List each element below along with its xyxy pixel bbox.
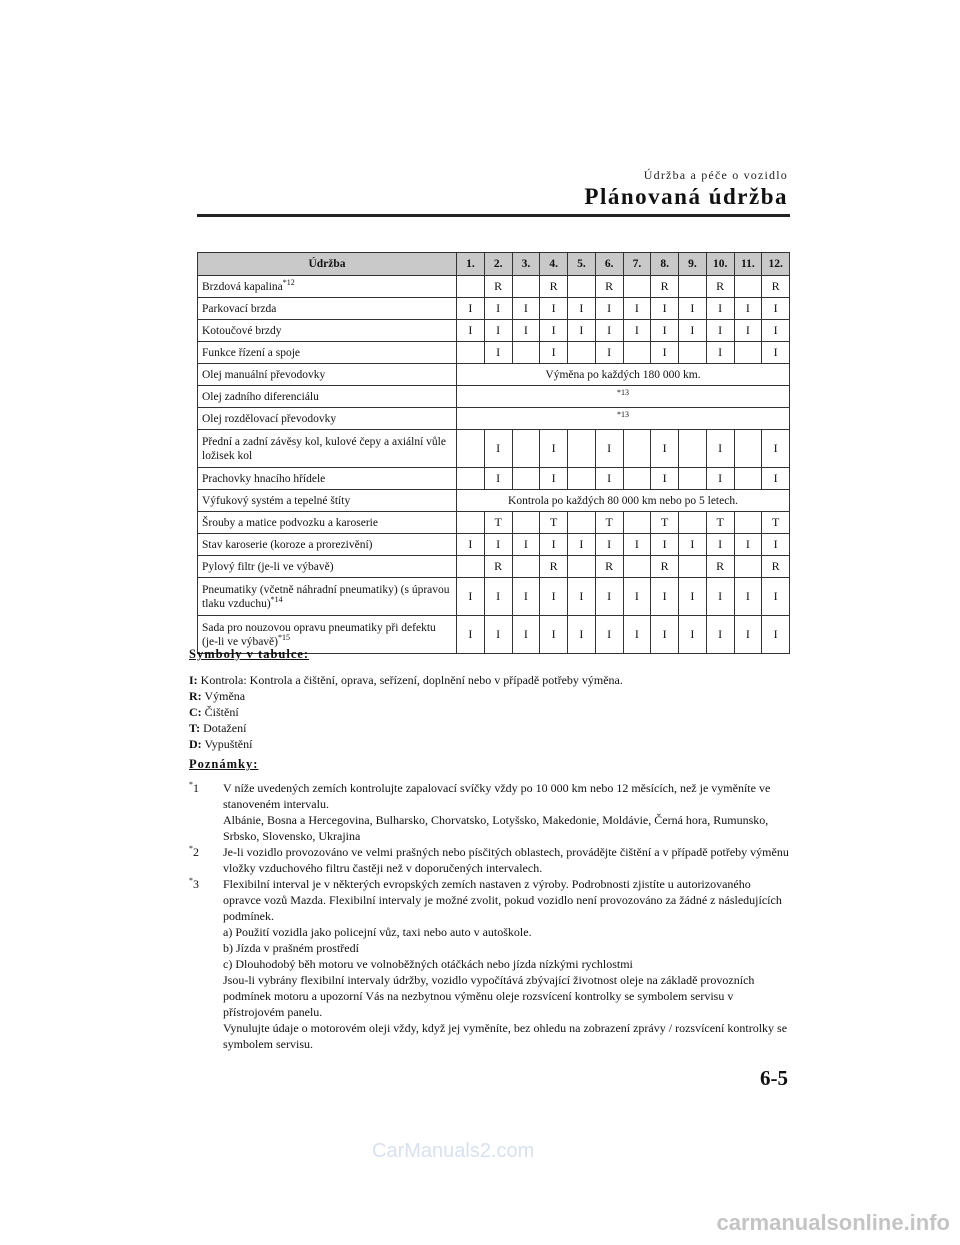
table-cell-symbol: T [706,512,734,534]
table-cell-symbol: I [595,578,623,616]
table-row-item [198,468,457,490]
table-cell-symbol [623,276,651,298]
table-cell-symbol: I [706,298,734,320]
legend-text: Dotažení [203,721,247,735]
note-line: Flexibilní interval je v některých evropských zemích nastaven z výroby. Podrobnosti zjistíte u autorizovaného opravce vozů Mazda. Flexibilní intervaly je možné zvolit, pokud vozidlo není provozováno za žádné z následujících podmínek. [223,877,782,923]
table-cell-symbol: I [706,320,734,342]
table-header-interval: 8. [651,253,679,276]
table-cell-symbol: I [734,534,762,556]
table-header-interval: 4. [540,253,568,276]
table-cell-symbol: I [734,298,762,320]
table-cell-symbol: I [484,468,512,490]
table-cell-symbol: I [762,468,790,490]
table-cell-symbol: I [568,534,596,556]
table-cell-symbol: R [595,276,623,298]
note-line: Vynulujte údaje o motorovém oleji vždy, když jej vyměníte, bez ohledu na zobrazení zprávy / rozsvícení kontrolky se symbolem servisu. [223,1021,788,1051]
table-row-item [198,408,457,430]
table-header-interval: 11. [734,253,762,276]
table-row [198,578,790,616]
table-cell-symbol: I [540,578,568,616]
table-cell-symbol: I [762,578,790,616]
table-cell-symbol: I [512,578,540,616]
table-cell-symbol [679,512,707,534]
legend-key: C: [189,705,202,719]
table-cell-span: Kontrola po každých 80 000 km nebo po 5 letech. [457,490,790,512]
table-row-item [198,386,457,408]
watermark: CarManuals2.com [372,1140,535,1162]
table-cell-symbol: I [679,534,707,556]
table-cell-symbol: I [762,534,790,556]
symbols-legend [189,672,623,752]
table-cell-symbol: I [623,298,651,320]
item-label: Funkce řízení a spoje [202,346,301,359]
table-cell-symbol [734,430,762,468]
table-cell-symbol [568,342,596,364]
table-header-interval: 1. [457,253,485,276]
item-label: Pylový filtr (je-li ve výbavě) [202,560,334,573]
table-cell-symbol [568,468,596,490]
header-section-label: Údržba a péče o vozidlo [643,168,788,182]
table-cell-symbol [679,468,707,490]
table-cell-symbol: I [679,578,707,616]
table-row [198,408,790,430]
table-row-item [198,342,457,364]
table-cell-symbol: I [595,534,623,556]
table-cell-symbol [623,430,651,468]
legend-text: Vypuštění [204,737,253,751]
item-footnote-ref: *15 [278,632,290,642]
note-number [189,844,199,860]
table-row-item [198,578,457,616]
table-cell-symbol: I [484,342,512,364]
table-cell-symbol: I [651,616,679,654]
table-cell-symbol [568,556,596,578]
table-cell-symbol: R [651,276,679,298]
table-cell-symbol: I [457,534,485,556]
table-cell-symbol: I [595,298,623,320]
legend-key: I: [189,673,198,687]
table-row-item [198,276,457,298]
table-row [198,430,790,468]
table-cell-symbol: I [679,616,707,654]
table-cell-symbol: I [484,430,512,468]
table-row [198,386,790,408]
table-cell-symbol: I [679,320,707,342]
note-line: Albánie, Bosna a Hercegovina, Bulharsko, Chorvatsko, Lotyšsko, Makedonie, Moldávie, Černá hora, Rumunsko, Srbsko, Slovensko, Ukrajina [223,813,769,843]
table-cell-symbol: I [457,578,485,616]
table-cell-symbol: R [762,556,790,578]
table-cell-symbol: I [679,298,707,320]
table-cell-symbol: I [651,468,679,490]
table-cell-symbol: I [512,298,540,320]
table-cell-symbol: I [512,320,540,342]
item-label: Přední a zadní závěsy kol, kulové čepy a axiální vůle ložisek kol [202,435,446,462]
table-row-item [198,320,457,342]
table-cell-symbol [679,342,707,364]
table-cell-symbol: I [540,468,568,490]
item-label: Sada pro nouzovou opravu pneumatiky při defektu (je-li ve výbavě) [202,621,436,648]
notes-list [189,780,789,1052]
maintenance-table [197,252,790,654]
table-cell-symbol: I [484,320,512,342]
table-cell-symbol: I [762,616,790,654]
table-cell-symbol [457,342,485,364]
legend-text: Výměna [204,689,246,703]
note-digit: 1 [193,781,199,795]
table-cell-symbol [457,430,485,468]
item-label: Brzdová kapalina [202,280,283,293]
item-label: Prachovky hnacího hřídele [202,472,326,485]
table-cell-symbol: I [484,616,512,654]
table-cell-symbol [679,276,707,298]
table-cell-symbol: I [651,320,679,342]
table-cell-symbol [734,512,762,534]
footer-url: carmanualsonline.info [716,1210,950,1235]
table-header-item: Údržba [198,253,457,276]
table-cell-symbol: I [623,534,651,556]
table-cell-symbol [734,276,762,298]
table-cell-symbol: R [762,276,790,298]
table-cell-symbol [512,430,540,468]
table-cell-symbol: I [762,342,790,364]
item-footnote-ref: *12 [282,277,295,287]
note-digit: 2 [193,845,199,859]
note-line: a) Použití vozidla jako policejní vůz, taxi nebo auto v autoškole. [223,925,532,939]
table-cell-symbol [457,556,485,578]
table-cell-symbol: R [595,556,623,578]
item-label: Olej rozdělovací převodovky [202,412,337,425]
table-header-interval: 5. [568,253,596,276]
notes-heading: Poznámky: [189,757,259,771]
note-line: Jsou-li vybrány flexibilní intervaly údržby, vozidlo vypočítává zbývající životnost oleje na základě provozních podmínek motoru a upozorní Vás na nezbytnou výměnu oleje rozsvícení kontrolky se symbolem servisu v přístrojovém panelu. [223,973,755,1019]
note-line: V níže uvedených zemích kontrolujte zapalovací svíčky vždy po 10 000 km nebo 12 měsících, než je vyměníte ve stanoveném intervalu. [223,781,771,811]
table-cell-symbol [512,342,540,364]
table-cell-symbol: I [595,320,623,342]
table-header-interval: 3. [512,253,540,276]
table-row [198,342,790,364]
legend-item [189,672,623,688]
table-cell-symbol [623,468,651,490]
legend-item [189,736,623,752]
table-cell-symbol: R [540,556,568,578]
table-header-interval: 9. [679,253,707,276]
legend-key: D: [189,737,202,751]
table-cell-symbol: I [651,430,679,468]
item-label: Kotoučové brzdy [202,324,282,337]
table-cell-symbol [568,512,596,534]
table-row-item [198,490,457,512]
table-cell-symbol: I [540,430,568,468]
item-label: Stav karoserie (koroze a prorezivění) [202,538,373,551]
table-cell-symbol: I [457,616,485,654]
symbols-heading: Symboly v tabulce: [189,647,310,661]
table-cell-symbol: R [706,276,734,298]
header-rule [197,214,790,217]
table-cell-symbol: I [540,534,568,556]
table-header-interval: 7. [623,253,651,276]
table-cell-symbol: R [706,556,734,578]
legend-text: Čištění [204,705,239,719]
table-cell-symbol: I [512,616,540,654]
legend-item [189,704,623,720]
table-row [198,320,790,342]
table-cell-symbol: I [540,616,568,654]
table-cell-symbol: R [540,276,568,298]
note-number [189,780,199,796]
table-cell-symbol: I [706,468,734,490]
table-cell-symbol: I [734,578,762,616]
table-cell-symbol: I [623,578,651,616]
page-title: Plánovaná údržba [584,184,788,209]
note-item [189,844,789,876]
table-cell-symbol: I [595,468,623,490]
table-cell-symbol: I [540,320,568,342]
table-header-interval: 2. [484,253,512,276]
table-cell-symbol: T [595,512,623,534]
table-row [198,512,790,534]
table-cell-symbol: I [706,430,734,468]
table-cell-symbol [734,556,762,578]
table-cell-symbol [568,276,596,298]
table-cell-symbol: I [568,298,596,320]
table-cell-symbol: T [540,512,568,534]
table-row [198,364,790,386]
table-cell-symbol: I [734,616,762,654]
table-cell-symbol [512,512,540,534]
table-cell-symbol: I [540,342,568,364]
table-cell-symbol: I [595,616,623,654]
table-cell-symbol [512,556,540,578]
table-cell-symbol: T [762,512,790,534]
table-cell-symbol: I [762,320,790,342]
table-cell-symbol: I [568,320,596,342]
table-cell-symbol: I [595,430,623,468]
item-footnote-ref: *14 [270,594,283,604]
table-row [198,490,790,512]
table-row [198,534,790,556]
table-cell-symbol: I [623,320,651,342]
note-item [189,780,789,844]
table-cell-symbol: I [706,534,734,556]
note-item [189,876,789,1052]
item-label: Olej manuální převodovky [202,368,326,381]
legend-key: T: [189,721,201,735]
table-cell-symbol: I [706,342,734,364]
table-cell-symbol [457,468,485,490]
table-cell-symbol: R [651,556,679,578]
legend-item [189,720,623,736]
table-row [198,468,790,490]
table-cell-symbol: I [457,298,485,320]
table-row-item [198,298,457,320]
span-footnote-ref: *13 [617,387,629,397]
table-row [198,276,790,298]
table-cell-symbol [623,512,651,534]
table-header-interval: 12. [762,253,790,276]
table-cell-symbol: I [512,534,540,556]
table-cell-symbol: I [595,342,623,364]
table-cell-symbol: R [484,276,512,298]
table-header-interval: 10. [706,253,734,276]
table-cell-symbol: R [484,556,512,578]
legend-item [189,688,623,704]
table-header-interval: 6. [595,253,623,276]
note-mark: * [189,876,193,885]
table-cell-symbol: I [484,298,512,320]
table-cell-symbol [679,430,707,468]
table-cell-symbol: I [651,534,679,556]
legend-text: Kontrola: Kontrola a čištění, oprava, seřízení, doplnění nebo v případě potřeby výměna. [200,673,623,687]
note-line: b) Jízda v prašném prostředí [223,941,359,955]
table-cell-symbol: I [540,298,568,320]
table-row-item [198,430,457,468]
span-footnote-ref: *13 [617,409,629,419]
table-cell-symbol: I [734,320,762,342]
table-row-item [198,512,457,534]
table-cell-symbol: I [706,578,734,616]
page-number: 6-5 [760,1066,788,1090]
table-cell-symbol: I [651,342,679,364]
table-cell-span [457,386,790,408]
table-row [198,556,790,578]
table-cell-symbol [623,556,651,578]
table-cell-symbol [512,276,540,298]
note-line: c) Dlouhodobý běh motoru ve volnoběžných otáčkách nebo jízda nízkými rychlostmi [223,957,633,971]
table-cell-symbol: I [762,430,790,468]
table-cell-symbol: T [484,512,512,534]
note-mark: * [189,844,193,853]
table-cell-symbol: I [706,616,734,654]
table-row [198,298,790,320]
table-cell-symbol: T [651,512,679,534]
table-cell-symbol: I [484,534,512,556]
table-cell-symbol: I [762,298,790,320]
table-cell-symbol: I [568,578,596,616]
table-cell-symbol [457,276,485,298]
item-label: Olej zadního diferenciálu [202,390,319,403]
table-cell-symbol [623,342,651,364]
table-cell-symbol: I [568,616,596,654]
table-row-item [198,534,457,556]
table-cell-symbol [568,430,596,468]
note-number [189,876,199,892]
table-cell-symbol [679,556,707,578]
note-digit: 3 [193,877,199,891]
table-cell-symbol [734,468,762,490]
table-cell-symbol: I [484,578,512,616]
table-cell-symbol [457,512,485,534]
table-cell-symbol: I [651,298,679,320]
item-label: Šrouby a matice podvozku a karoserie [202,516,378,529]
table-cell-symbol [512,468,540,490]
table-cell-span: Výměna po každých 180 000 km. [457,364,790,386]
table-cell-symbol [734,342,762,364]
table-cell-symbol: I [457,320,485,342]
note-line: Je-li vozidlo provozováno ve velmi prašných nebo písčitých oblastech, provádějte čištění a v případě potřeby výměnu vložky vzduchového filtru častěji než v doporučených intervalech. [223,845,789,875]
table-cell-symbol: I [623,616,651,654]
table-row-item [198,364,457,386]
table-row-item [198,556,457,578]
legend-key: R: [189,689,202,703]
note-mark: * [189,780,193,789]
item-label: Parkovací brzda [202,302,277,315]
item-label: Pneumatiky (včetně náhradní pneumatiky) (s úpravou tlaku vzduchu) [202,583,450,610]
table-cell-span [457,408,790,430]
table-header-row [198,253,790,276]
item-label: Výfukový systém a tepelné štíty [202,494,351,507]
table-cell-symbol: I [651,578,679,616]
